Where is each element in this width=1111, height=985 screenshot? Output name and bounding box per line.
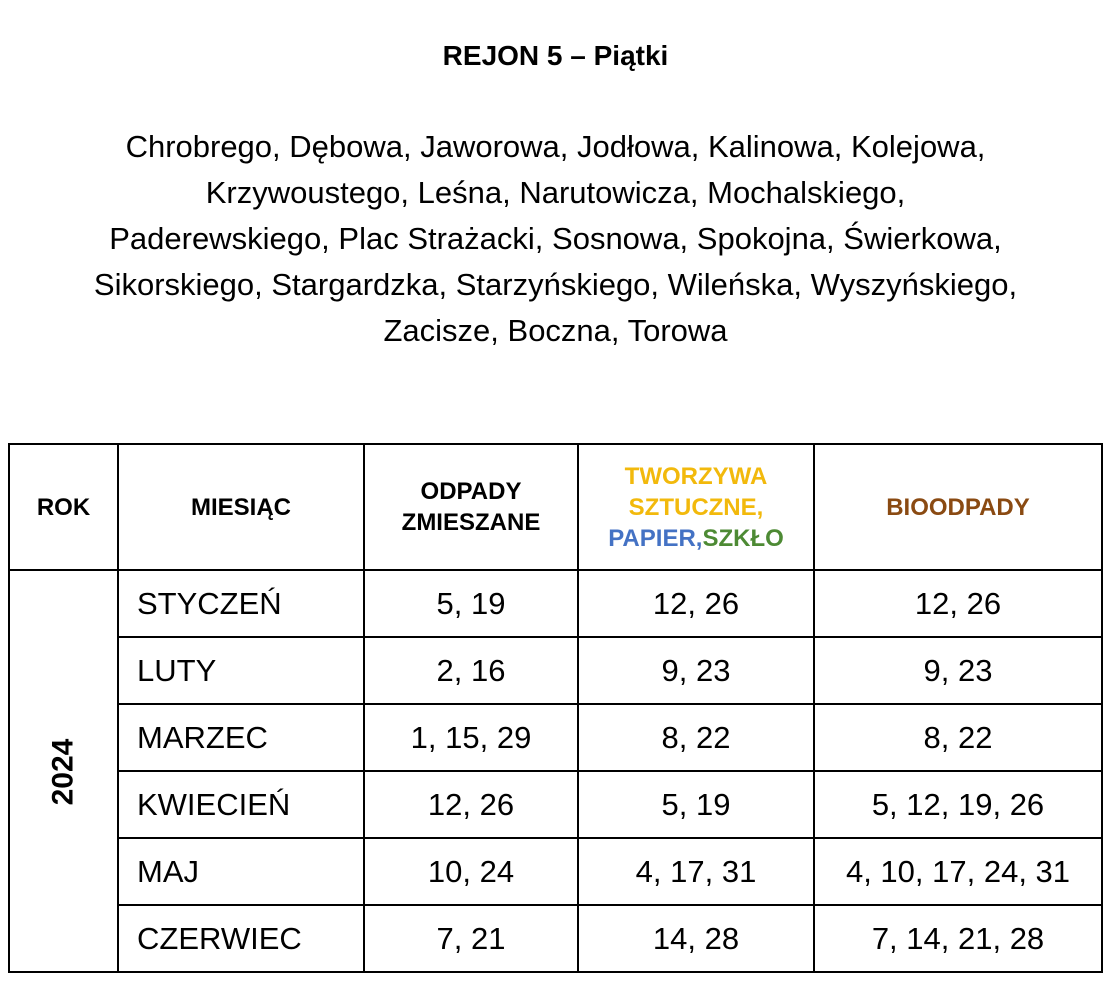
table-row [9, 905, 1102, 972]
tworzywa-dates: 5, 19 [578, 771, 814, 838]
collection-schedule-table [8, 443, 1103, 973]
table-header-row [9, 444, 1102, 570]
table-row [9, 704, 1102, 771]
page-title: REJON 5 – Piątki [442, 40, 669, 71]
month-cell: MAJ [118, 838, 364, 905]
zmieszane-dates: 7, 21 [364, 905, 578, 972]
street-list-line: Paderewskiego, Plac Strażacki, Sosnowa, Spokojna, Świerkowa, [109, 221, 1002, 256]
header-tworzywa-line2: SZTUCZNE, [628, 493, 764, 521]
month-cell: CZERWIEC [118, 905, 364, 972]
header-miesiac: MIESIĄC [118, 444, 364, 570]
street-list-line: Zacisze, Boczna, Torowa [383, 313, 728, 348]
header-papier: PAPIER, [608, 524, 703, 552]
bioodpady-dates: 12, 26 [814, 570, 1102, 637]
zmieszane-dates: 1, 15, 29 [364, 704, 578, 771]
bioodpady-dates: 9, 23 [814, 637, 1102, 704]
tworzywa-dates: 14, 28 [578, 905, 814, 972]
header-zmieszane-line2: ZMIESZANE [401, 509, 541, 536]
bioodpady-dates: 4, 10, 17, 24, 31 [814, 838, 1102, 905]
street-list-line: Chrobrego, Dębowa, Jaworowa, Jodłowa, Kalinowa, Kolejowa, [125, 129, 986, 164]
street-list [0, 124, 1111, 354]
year-label: 2024 [46, 738, 80, 806]
table-row [9, 838, 1102, 905]
zmieszane-dates: 12, 26 [364, 771, 578, 838]
tworzywa-dates: 9, 23 [578, 637, 814, 704]
header-szklo: SZKŁO [702, 524, 784, 552]
header-rok: ROK [9, 444, 118, 570]
bioodpady-dates: 7, 14, 21, 28 [814, 905, 1102, 972]
header-tworzywa-line1: TWORZYWA [624, 462, 768, 490]
table-row [9, 771, 1102, 838]
zmieszane-dates: 10, 24 [364, 838, 578, 905]
header-zmieszane-line1: ODPADY [420, 478, 522, 505]
year-cell [9, 570, 118, 972]
bioodpady-dates: 5, 12, 19, 26 [814, 771, 1102, 838]
month-cell: STYCZEŃ [118, 570, 364, 637]
table-row [9, 570, 1102, 637]
tworzywa-dates: 12, 26 [578, 570, 814, 637]
month-cell: LUTY [118, 637, 364, 704]
header-bioodpady [814, 444, 1102, 570]
month-cell: MARZEC [118, 704, 364, 771]
header-odpady-zmieszane [364, 444, 578, 570]
header-bioodpady-label: BIOODPADY [886, 493, 1030, 521]
zmieszane-dates: 5, 19 [364, 570, 578, 637]
bioodpady-dates: 8, 22 [814, 704, 1102, 771]
header-tworzywa-papier-szklo [578, 444, 814, 570]
tworzywa-dates: 4, 17, 31 [578, 838, 814, 905]
zmieszane-dates: 2, 16 [364, 637, 578, 704]
street-list-line: Sikorskiego, Stargardzka, Starzyńskiego, Wileńska, Wyszyńskiego, [93, 267, 1018, 302]
table-row [9, 637, 1102, 704]
month-cell: KWIECIEŃ [118, 771, 364, 838]
tworzywa-dates: 8, 22 [578, 704, 814, 771]
street-list-line: Krzywoustego, Leśna, Narutowicza, Mochalskiego, [205, 175, 906, 210]
